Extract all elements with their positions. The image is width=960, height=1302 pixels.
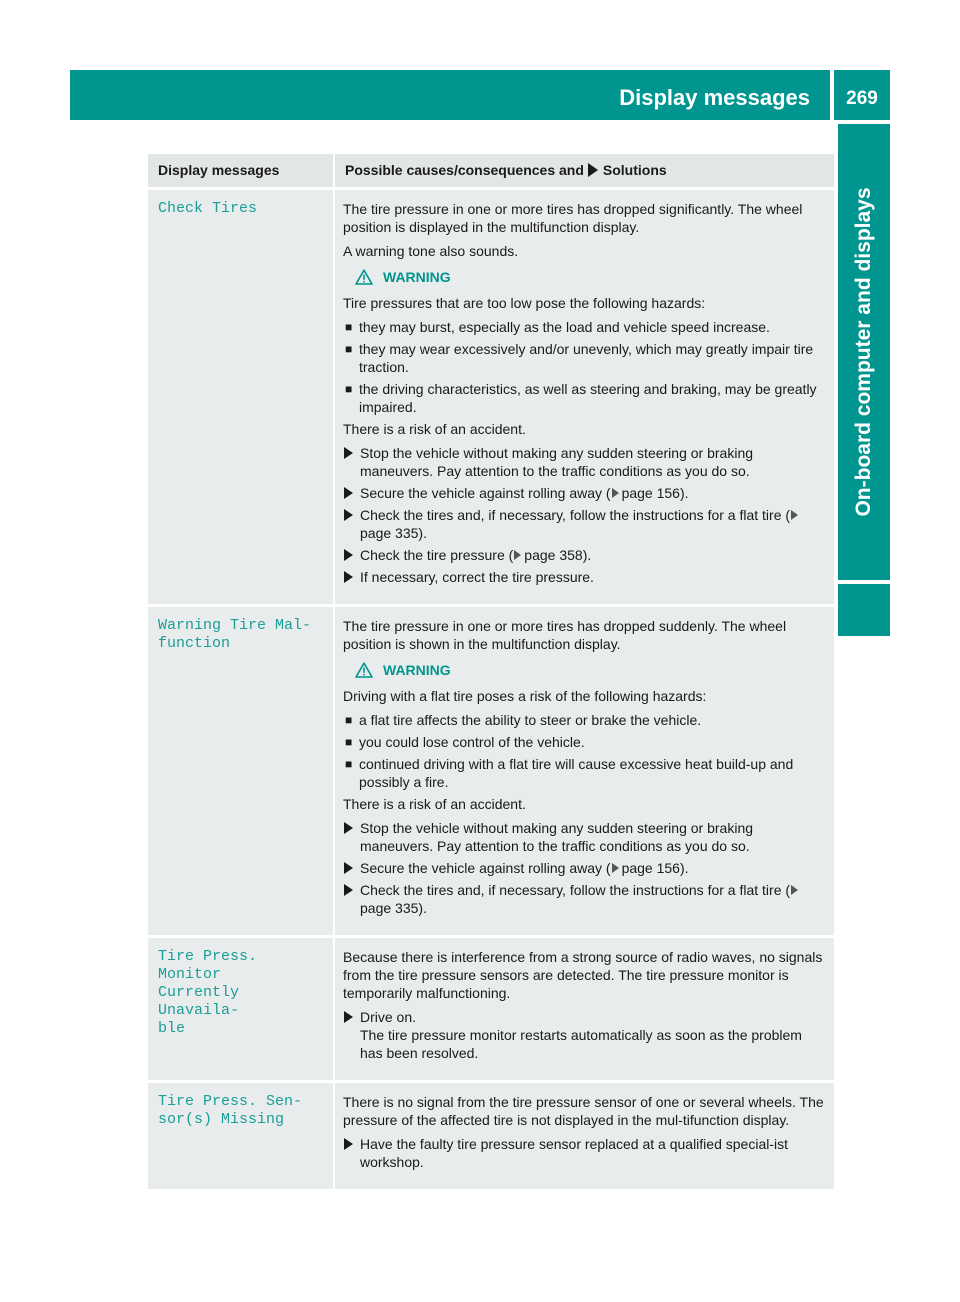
display-message-cell: [148, 605, 334, 936]
list-item: [343, 755, 826, 791]
action-arrow-icon: [344, 1138, 353, 1150]
hazard-list: [343, 318, 826, 416]
list-item: [343, 444, 826, 480]
warning-text: Tire pressures that are too low pose the following hazards:: [343, 294, 706, 311]
list-item: [343, 380, 826, 416]
list-item: [343, 711, 826, 729]
arrow-right-icon: [588, 163, 598, 177]
column-header-messages: Display messages: [148, 154, 334, 188]
message-code-line: function: [158, 634, 231, 652]
bullet-icon: ■: [345, 734, 353, 749]
action-arrow-icon: [344, 487, 353, 499]
solution-steps: [343, 1008, 826, 1062]
page-ref-icon: [791, 885, 798, 895]
step-text: Check the tire pressure (: [360, 546, 514, 563]
warning-text: Driving with a flat tire poses a risk of the following hazards:: [343, 687, 707, 704]
page-ref-icon: [612, 863, 619, 873]
chapter-label: On-board computer and displays: [852, 187, 875, 517]
hazard-text: continued driving with a flat tire will cause excessive heat build-up and possibly a fire.: [359, 755, 794, 790]
solution-steps: [343, 1135, 826, 1171]
warning-label: WARNING: [383, 661, 451, 678]
message-code-line: ble: [158, 1019, 186, 1037]
table-row: [148, 936, 834, 1081]
header-title: Display messages: [619, 85, 810, 110]
step-text-end: ).: [679, 484, 689, 501]
action-arrow-icon: [344, 862, 353, 874]
list-item: [343, 859, 826, 877]
bullet-icon: ■: [345, 341, 353, 356]
bullet-icon: ■: [345, 319, 353, 334]
warning-triangle-icon: [355, 269, 373, 285]
step-text: Check the tires and, if necessary, follow the instructions for a flat tire (: [360, 881, 791, 898]
table-body: [148, 188, 834, 1190]
solution-steps: [343, 819, 826, 917]
step-note: The tire pressure monitor restarts automatically as soon as the problem has been resolved.: [360, 1026, 802, 1061]
solution-steps: [343, 444, 826, 586]
column-header-solutions-label: Solutions: [602, 162, 667, 179]
column-header-solutions: [334, 154, 834, 188]
action-arrow-icon: [344, 509, 353, 521]
page-ref-icon: [514, 550, 521, 560]
message-code-line: Currently Unavaila‐: [158, 983, 240, 1019]
table-row: [148, 605, 834, 936]
warning-label: WARNING: [383, 268, 451, 285]
intro-text: There is no signal from the tire pressure sensor of one or several wheels. The pressure of the affected tire is not displayed in the mul‐tifunction display.: [343, 1093, 824, 1128]
bullet-icon: ■: [345, 381, 353, 396]
list-item: [343, 484, 826, 502]
action-arrow-icon: [344, 549, 353, 561]
step-text-end: ).: [418, 524, 427, 541]
intro-text: A warning tone also sounds.: [343, 242, 519, 259]
step-text: Drive on.: [360, 1008, 417, 1025]
list-item: [343, 1008, 826, 1062]
message-code-line: Warning Tire Mal‐: [158, 616, 312, 634]
risk-text: There is a risk of an accident.: [343, 420, 526, 437]
list-item: [343, 568, 826, 586]
list-item: [343, 318, 826, 336]
page-ref-icon: [791, 510, 798, 520]
hazard-text: the driving characteristics, as well as steering and braking, may be greatly impaired.: [359, 380, 817, 415]
warning-heading: [355, 268, 826, 286]
hazard-list: [343, 711, 826, 791]
step-text: Secure the vehicle against rolling away (: [360, 859, 611, 876]
intro-text: The tire pressure in one or more tires has dropped suddenly. The wheel position is shown in the multifunction display.: [343, 617, 787, 652]
chapter-tab-marker: [838, 584, 890, 636]
step-text-end: ).: [679, 859, 689, 876]
step-text: Stop the vehicle without making any sudden steering or braking maneuvers. Pay attention to the traffic conditions as you do so.: [360, 444, 754, 479]
list-item: [343, 340, 826, 376]
list-item: [343, 546, 826, 564]
message-code-line: Tire Press. Sen‐: [158, 1092, 303, 1110]
action-arrow-icon: [344, 447, 353, 459]
message-code-line: Tire Press. Monitor: [158, 947, 258, 983]
solution-cell: [334, 936, 834, 1081]
warning-triangle-icon: [355, 662, 373, 678]
step-text: If necessary, correct the tire pressure.: [360, 568, 594, 585]
solution-cell: [334, 605, 834, 936]
list-item: [343, 733, 826, 751]
risk-text: There is a risk of an accident.: [343, 795, 526, 812]
message-code-line: sor(s) Missing: [158, 1110, 285, 1128]
step-text-end: ).: [418, 899, 427, 916]
page-reference-link[interactable]: page 156: [621, 484, 680, 501]
page-ref-icon: [612, 488, 619, 498]
page-header: [70, 70, 890, 120]
message-code-line: Check Tires: [158, 199, 258, 217]
display-message-cell: [148, 188, 334, 605]
action-arrow-icon: [344, 884, 353, 896]
hazard-text: they may burst, especially as the load and vehicle speed increase.: [359, 318, 770, 335]
table-row: [148, 188, 834, 605]
list-item: [343, 881, 826, 917]
table-row: [148, 1081, 834, 1190]
bullet-icon: ■: [345, 756, 353, 771]
intro-text: Because there is interference from a strong source of radio waves, no signals from the tire pressure sensors are detected. The tire pressure monitor is temporarily malfunctioning.: [343, 948, 823, 1001]
page-number: 269: [846, 88, 878, 109]
step-text: Have the faulty tire pressure sensor replaced at a qualified special‐ist workshop.: [360, 1135, 788, 1170]
solution-cell: [334, 1081, 834, 1190]
display-messages-table: [148, 154, 834, 1192]
step-text-end: ).: [582, 546, 592, 563]
warning-heading: [355, 661, 826, 679]
page-reference-link[interactable]: page 156: [621, 859, 680, 876]
table-header-row: [148, 154, 834, 188]
bullet-icon: ■: [345, 712, 353, 727]
action-arrow-icon: [344, 571, 353, 583]
display-message-cell: [148, 936, 334, 1081]
action-arrow-icon: [344, 822, 353, 834]
display-message-cell: [148, 1081, 334, 1190]
list-item: [343, 1135, 826, 1171]
hazard-text: a flat tire affects the ability to steer or brake the vehicle.: [359, 711, 702, 728]
solution-cell: [334, 188, 834, 605]
page-reference-link[interactable]: page 335: [360, 524, 419, 541]
list-item: [343, 506, 826, 542]
hazard-text: you could lose control of the vehicle.: [359, 733, 585, 750]
step-text: Stop the vehicle without making any sudden steering or braking maneuvers. Pay attention to the traffic conditions as you do so.: [360, 819, 754, 854]
action-arrow-icon: [344, 1011, 353, 1023]
list-item: [343, 819, 826, 855]
column-header-causes: Possible causes/consequences and: [345, 162, 584, 179]
step-text: Check the tires and, if necessary, follow the instructions for a flat tire (: [360, 506, 791, 523]
hazard-text: they may wear excessively and/or unevenly, which may greatly impair tire traction.: [359, 340, 814, 375]
page-reference-link[interactable]: page 335: [360, 899, 419, 916]
page-reference-link[interactable]: page 358: [524, 546, 583, 563]
step-text: Secure the vehicle against rolling away (: [360, 484, 611, 501]
intro-text: The tire pressure in one or more tires has dropped significantly. The wheel position is displayed in the multifunction display.: [343, 200, 803, 235]
